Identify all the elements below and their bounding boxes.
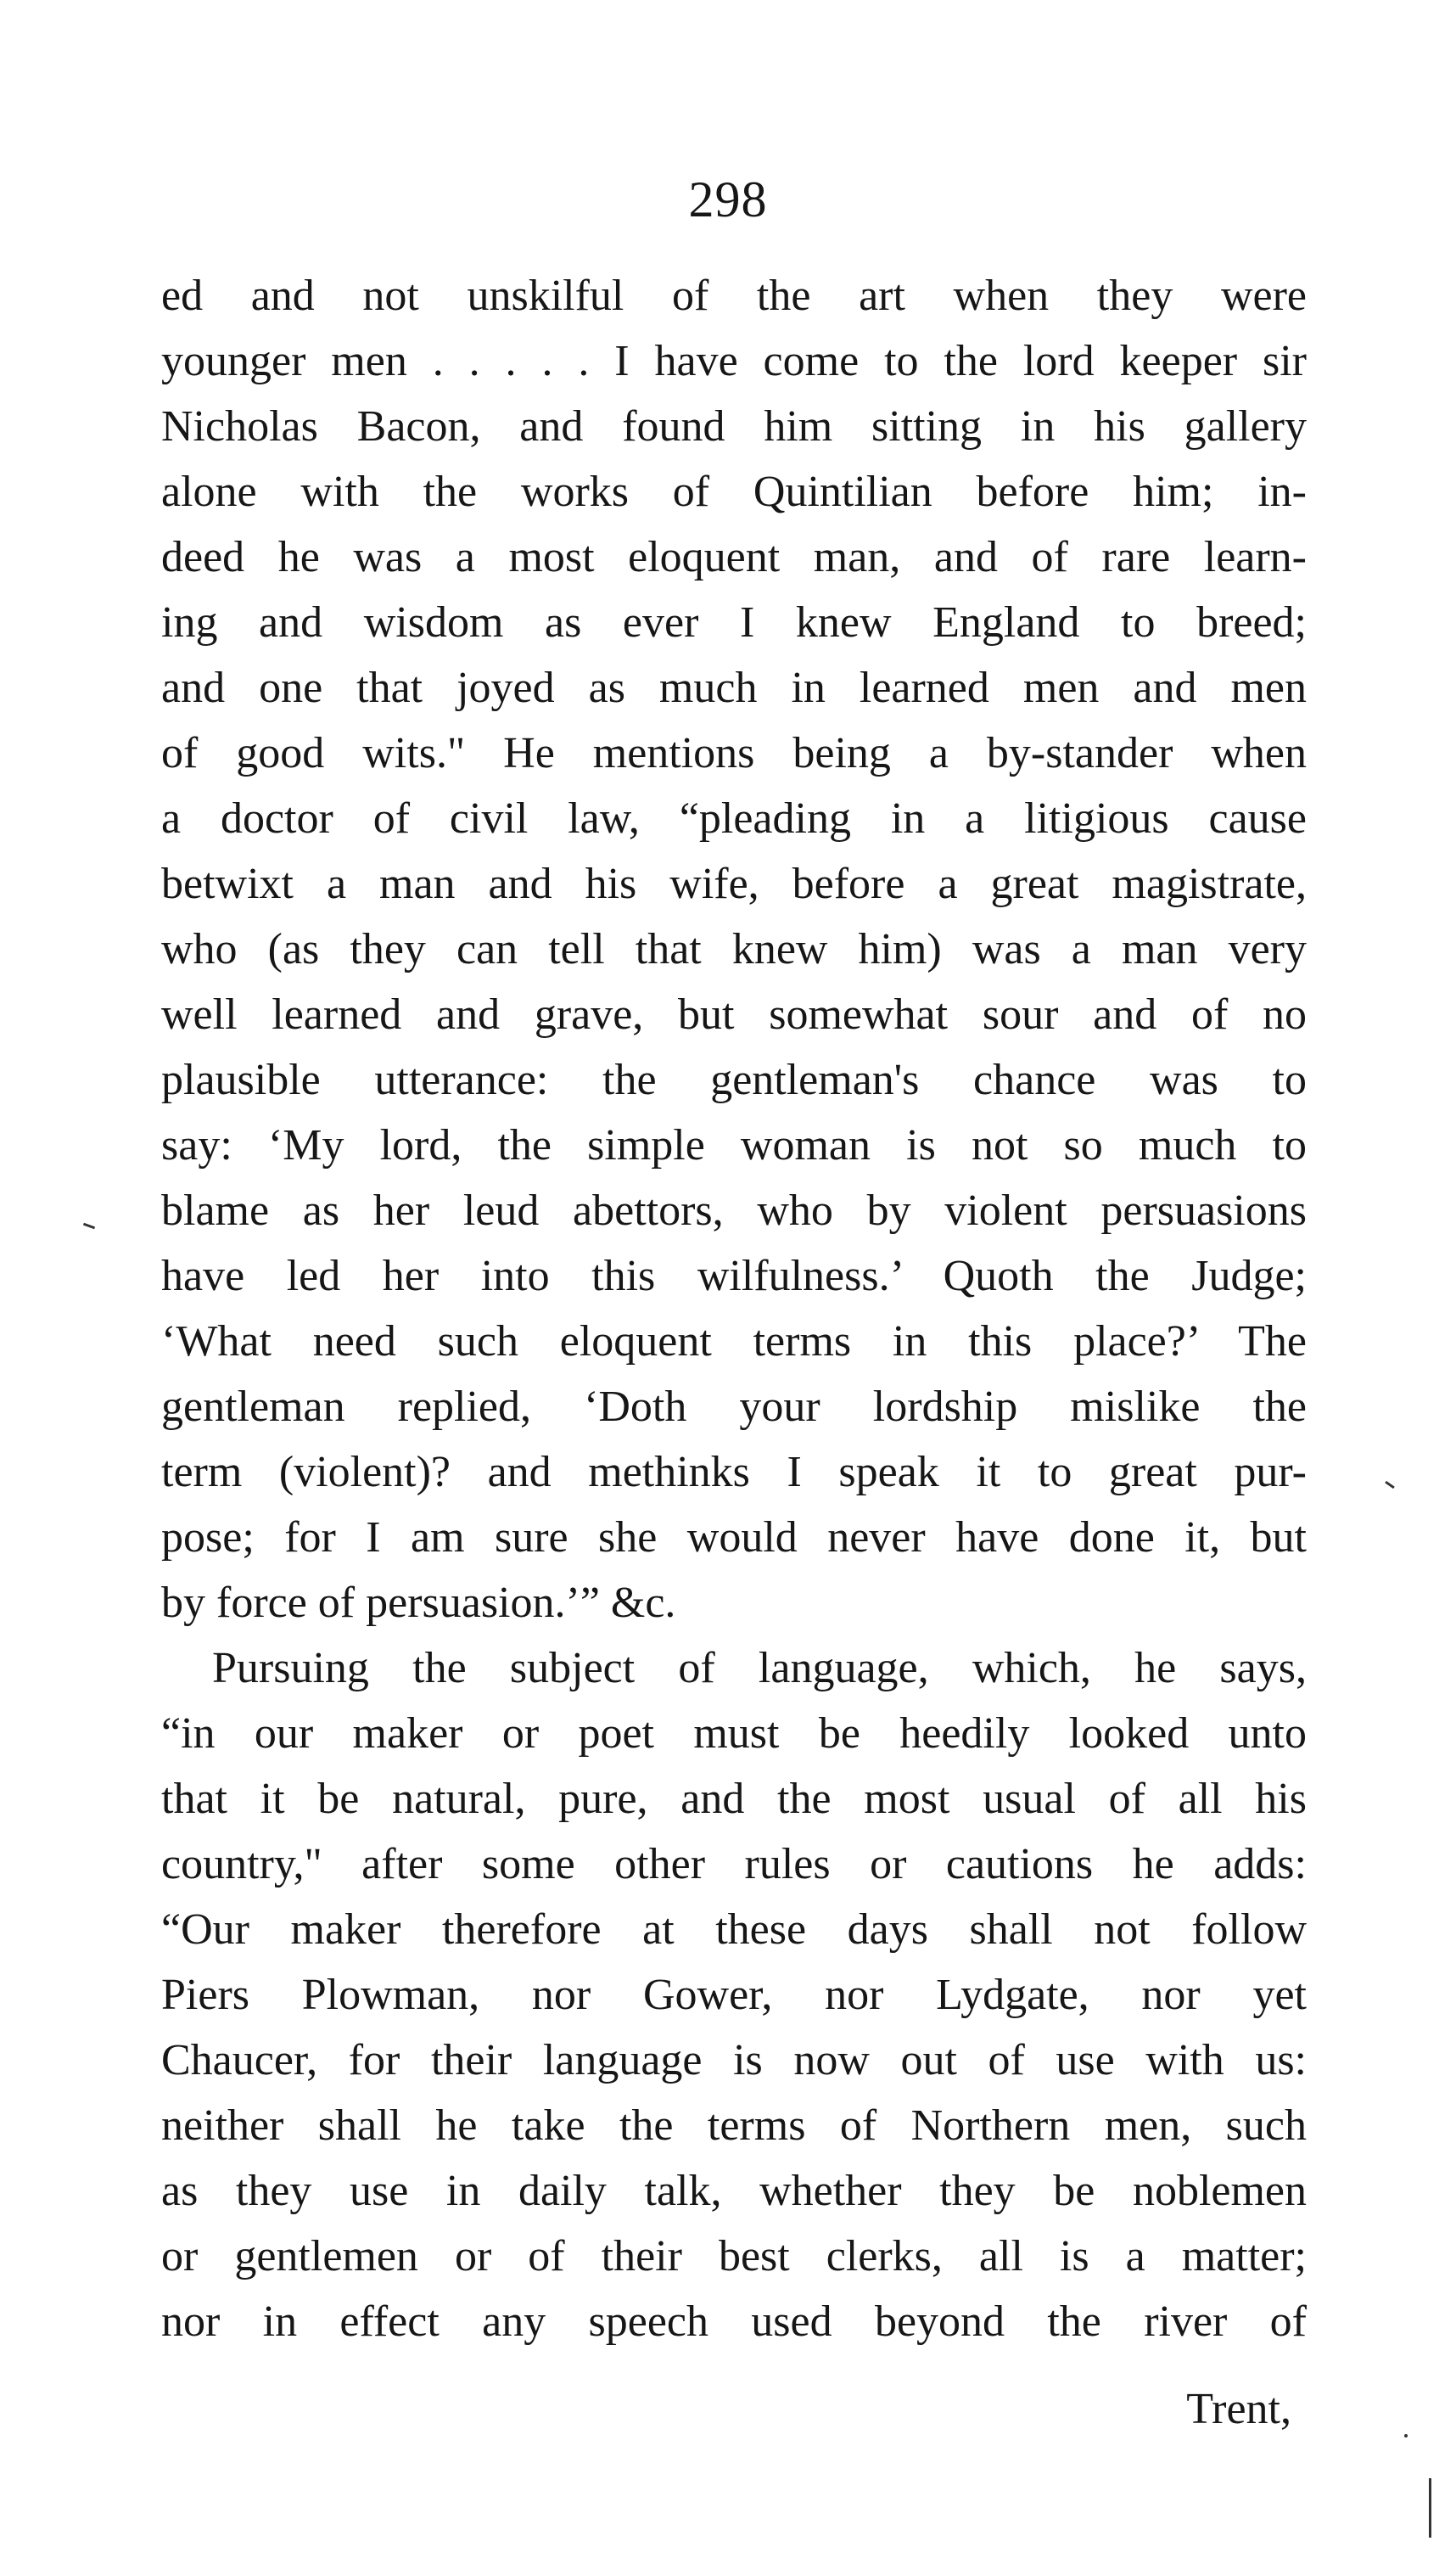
text-line: a doctor of civil law, “pleading in a litigious cause — [161, 794, 1307, 843]
text-line: say: ‘My lord, the simple woman is not so much to — [161, 1121, 1307, 1170]
text-line-paragraph-start: Pursuing the subject of language, which, he says, — [212, 1644, 1307, 1692]
text-line: that it be natural, pure, and the most usual of all his — [161, 1775, 1307, 1823]
text-line: blame as her leud abettors, who by violent persuasions — [161, 1186, 1307, 1235]
text-line: younger men . . . . . I have come to the lord keeper sir — [161, 337, 1307, 385]
text-line: nor in effect any speech used beyond the river of — [161, 2297, 1307, 2346]
text-line: as they use in daily talk, whether they be noblemen — [161, 2167, 1307, 2215]
text-line: and one that joyed as much in learned men and men — [161, 664, 1307, 712]
text-line: alone with the works of Quintilian before him; in- — [161, 468, 1307, 516]
text-line: pose; for I am sure she would never have done it, but — [161, 1513, 1307, 1562]
text-line: Chaucer, for their language is now out of use with us: — [161, 2036, 1307, 2084]
margin-mark — [1385, 1481, 1395, 1489]
text-line: term (violent)? and methinks I speak it to great pur- — [161, 1448, 1307, 1496]
margin-mark — [83, 1223, 95, 1230]
text-line: well learned and grave, but somewhat sour and of no — [161, 990, 1307, 1039]
page-number: 298 — [688, 171, 768, 227]
text-line: who (as they can tell that knew him) was a man very — [161, 925, 1307, 973]
margin-mark — [1404, 2434, 1408, 2437]
text-line: “in our maker or poet must be heedily looked unto — [161, 1709, 1307, 1758]
text-line: neither shall he take the terms of Northern men, such — [161, 2101, 1307, 2150]
text-line: plausible utterance: the gentleman's chance was to — [161, 1056, 1307, 1104]
text-line: ‘What need such eloquent terms in this place?’ The — [161, 1317, 1307, 1366]
text-line: country," after some other rules or cautions he adds: — [161, 1840, 1307, 1888]
catchword: Trent, — [1186, 2385, 1291, 2433]
text-line: deed he was a most eloquent man, and of rare learn- — [161, 533, 1307, 581]
text-line: “Our maker therefore at these days shall not follow — [161, 1905, 1307, 1954]
body-text — [161, 263, 1307, 2354]
text-line: gentleman replied, ‘Doth your lordship mislike the — [161, 1383, 1307, 1431]
text-line: betwixt a man and his wife, before a great magistrate, — [161, 860, 1307, 908]
text-line: ed and not unskilful of the art when they were — [161, 272, 1307, 320]
text-line-paragraph-end: by force of persuasion.’” &c. — [161, 1579, 676, 1627]
text-line: of good wits." He mentions being a by-stander when — [161, 729, 1307, 777]
margin-mark — [1429, 2478, 1431, 2538]
text-line: ing and wisdom as ever I knew England to breed; — [161, 598, 1307, 647]
text-line: have led her into this wilfulness.’ Quoth the Judge; — [161, 1252, 1307, 1300]
text-line: Piers Plowman, nor Gower, nor Lydgate, nor yet — [161, 1971, 1307, 2019]
text-line: or gentlemen or of their best clerks, all is a matter; — [161, 2232, 1307, 2280]
text-line: Nicholas Bacon, and found him sitting in his gallery — [161, 402, 1307, 451]
